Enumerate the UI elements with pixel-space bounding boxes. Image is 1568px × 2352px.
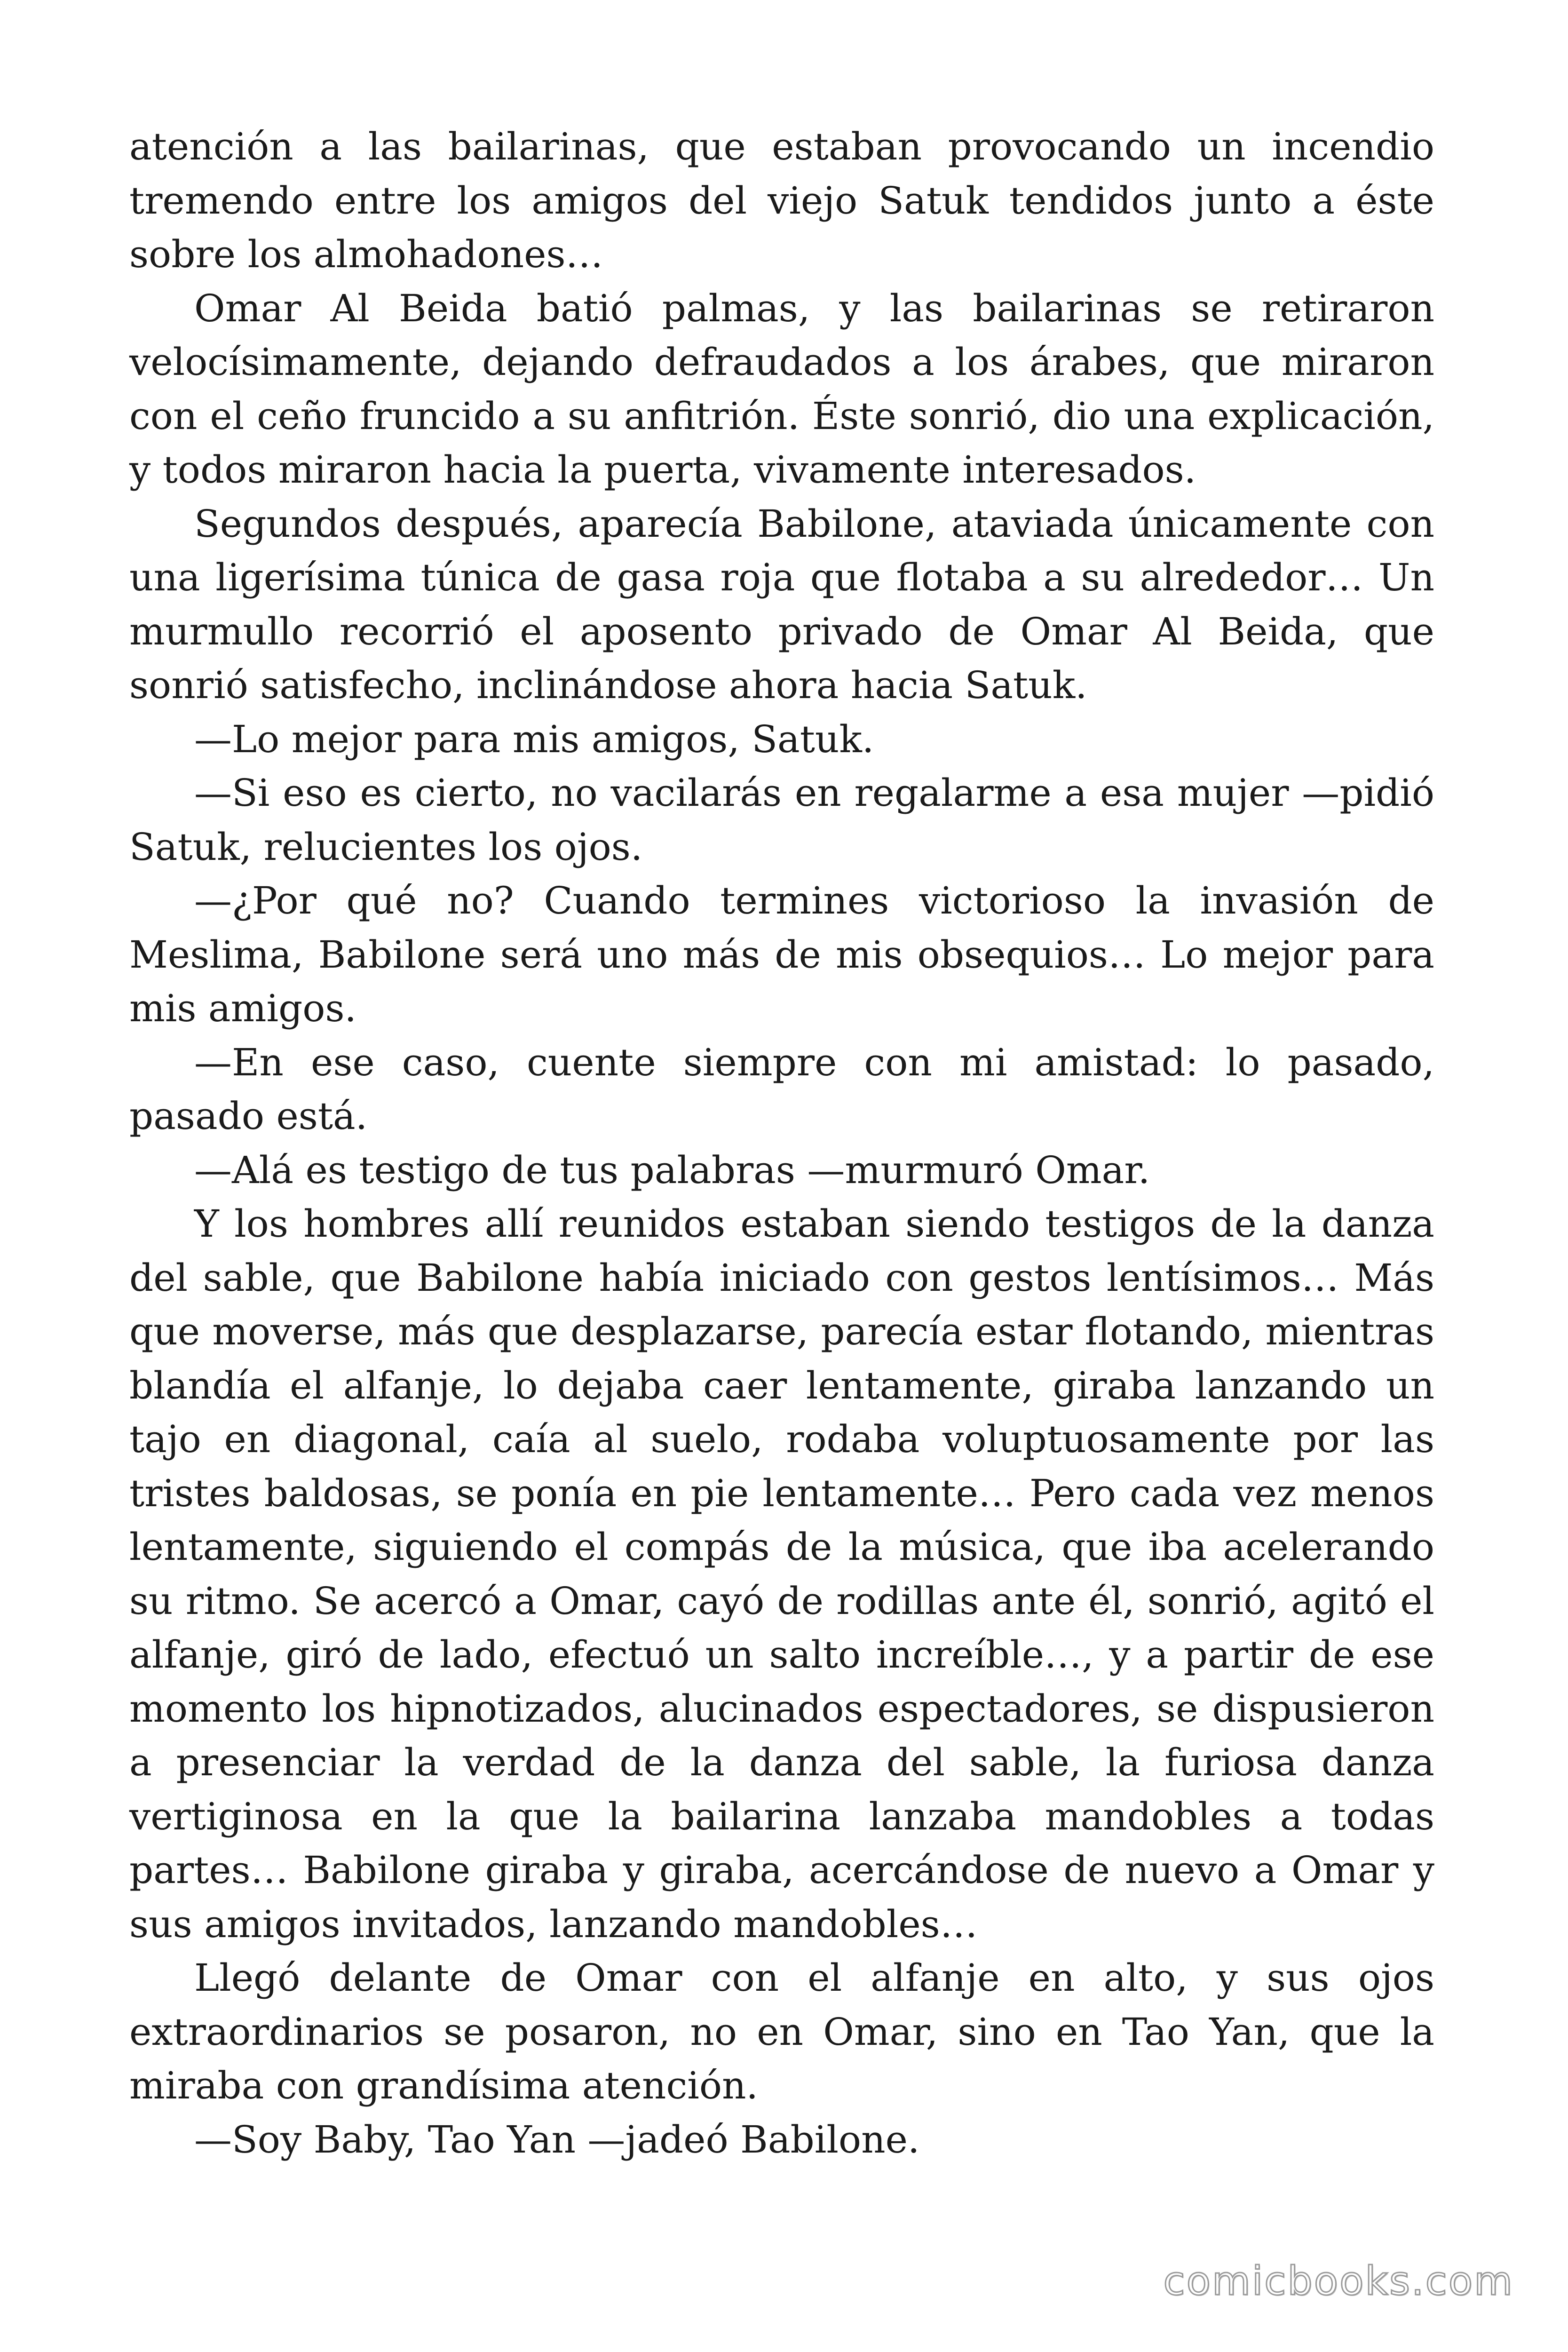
paragraph: Omar Al Beida batió palmas, y las bailarinas se retiraron velocísimamente, dejando defraudados a los árabes, que miraron con el ceño fruncido a su anfitrión. Éste sonrió, dio una explicación, y todos miraron hacia la puerta, vivamente interesados. [129,286,1434,492]
dialogue-line: —Si eso es cierto, no vacilarás en regalarme a esa mujer —pidió Satuk, relucientes los ojos. [129,771,1434,869]
paragraph: Y los hombres allí reunidos estaban siendo testigos de la danza del sable, que Babilone había iniciado con gestos lentísimos… Más que moverse, más que desplazarse, parecía estar flotando, mientras blandía el alfanje, lo dejaba caer lentamente, giraba lanzando un tajo en diagonal, caía al suelo, rodaba voluptuosamente por las tristes baldosas, se ponía en pie lentamente… Pero cada vez menos lentamente, siguiendo el compás de la música, que iba acelerando su ritmo. Se acercó a Omar, cayó de rodillas ante él, sonrió, agitó el alfanje, giró de lado, efectuó un salto increíble…, y a partir de ese momento los hipnotizados, alucinados espectadores, se dispusieron a presenciar la verdad de la danza del sable, la furiosa danza vertiginosa en la que la bailarina lanzaba mandobles a todas partes… Babilone giraba y giraba, acercándose de nuevo a Omar y sus amigos invitados, lanzando mandobles… [129,1202,1434,1946]
dialogue-line: —Alá es testigo de tus palabras —murmuró Omar. [194,1148,1150,1192]
paragraph: Llegó delante de Omar con el alfanje en alto, y sus ojos extraordinarios se posaron, no en Omar, sino en Tao Yan, que la miraba con grandísima atención. [129,1956,1434,2107]
dialogue-line: —¿Por qué no? Cuando termines victorioso la invasión de Meslima, Babilone será uno más de mis obsequios… Lo mejor para mis amigos. [129,879,1434,1030]
dialogue-line: —Lo mejor para mis amigos, Satuk. [194,717,874,761]
paragraph-continued: atención a las bailarinas, que estaban provocando un incendio tremendo entre los amigos del viejo Satuk tendidos junto a éste sobre los almohadones… [129,125,1434,276]
watermark-text: comicbooks.com [1163,2258,1514,2304]
dialogue-line: —Soy Baby, Tao Yan —jadeó Babilone. [194,2117,920,2161]
dialogue-line: —En ese caso, cuente siempre con mi amistad: lo pasado, pasado está. [129,1040,1434,1138]
paragraph: Segundos después, aparecía Babilone, ataviada únicamente con una ligerísima túnica de gasa roja que flotaba a su alrededor… Un murmullo recorrió el aposento privado de Omar Al Beida, que sonrió satisfecho, inclinándose ahora hacia Satuk. [129,501,1434,707]
body-text [129,120,1434,2167]
